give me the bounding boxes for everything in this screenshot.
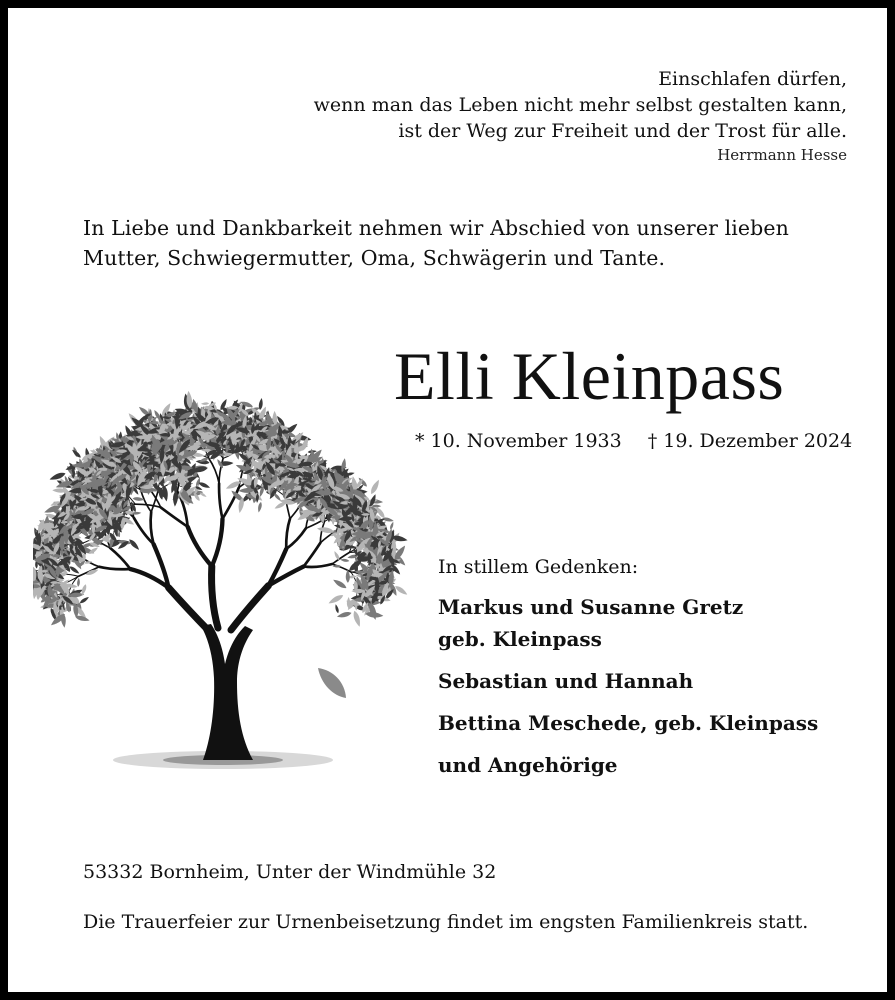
- mourners-lead: In stillem Gedenken:: [438, 556, 639, 578]
- tree-branch: [219, 484, 222, 519]
- tree-branch: [151, 512, 154, 544]
- quote-line: wenn man das Leben nicht mehr selbst gestalten kann,: [313, 94, 847, 116]
- tree-branch: [286, 519, 290, 549]
- tree-leaf: [352, 610, 362, 628]
- mourner-name: Sebastian und Hannah: [438, 669, 694, 693]
- tree-leaf: [336, 611, 352, 619]
- family-address: 53332 Bornheim, Unter der Windmühle 32: [83, 861, 497, 883]
- quote-author: Herrmann Hesse: [717, 146, 847, 164]
- tree-leaf: [201, 402, 209, 405]
- tree-branch: [304, 543, 321, 567]
- tree-branch: [231, 586, 268, 630]
- deceased-name: Elli Kleinpass: [394, 338, 785, 414]
- tree-trunk: [201, 624, 253, 760]
- intro-line: Mutter, Schwiegermutter, Oma, Schwägerin und Tante.: [83, 246, 666, 270]
- tree-branch: [223, 488, 239, 519]
- tree-leaf: [332, 578, 348, 590]
- intro-text: [83, 213, 843, 273]
- mourner-entry: [438, 591, 858, 655]
- quote-line: ist der Weg zur Freiheit und der Trost für alle.: [398, 120, 847, 142]
- tree-leaf: [257, 502, 263, 513]
- tree-branch: [304, 564, 333, 567]
- tree-branch: [212, 566, 218, 628]
- tree-branch: [332, 553, 349, 565]
- tree-leaf: [334, 604, 339, 614]
- mourner-entry: [438, 749, 858, 781]
- tree-leaf: [340, 558, 349, 562]
- mourners-list: [438, 553, 858, 791]
- tree-branch: [286, 528, 306, 549]
- birth-date: * 10. November 1933: [415, 430, 622, 452]
- tree-illustration: [33, 378, 413, 778]
- tree-leaf: [327, 593, 344, 606]
- tree-branch: [141, 490, 152, 512]
- quote-line: Einschlafen dürfen,: [658, 68, 847, 90]
- tree-leaf: [389, 521, 394, 530]
- intro-line: In Liebe und Dankbarkeit nehmen wir Abschied von unserer lieben: [83, 216, 789, 240]
- tree-leaf: [77, 578, 80, 587]
- tree-branch: [110, 548, 130, 569]
- mourner-entry: [438, 707, 858, 739]
- tree-branch: [169, 588, 209, 630]
- tree-leaf: [71, 448, 82, 458]
- funeral-notice: Die Trauerfeier zur Urnenbeisetzung findet im engsten Familienkreis statt.: [83, 911, 809, 933]
- mourner-name: Markus und Susanne Gretz: [438, 595, 744, 619]
- tree-branch: [99, 567, 130, 569]
- tree-leaf: [49, 471, 67, 482]
- tree-branch: [209, 458, 220, 484]
- mourner-maiden-name: geb. Kleinpass: [438, 627, 602, 651]
- hesse-quote: [314, 66, 847, 166]
- tree-branch: [188, 527, 212, 567]
- mourner-name: und Angehörige: [438, 753, 618, 777]
- mourner-name: Bettina Meschede, geb. Kleinpass: [438, 711, 819, 735]
- tree-branch: [212, 519, 223, 567]
- life-dates: [415, 427, 852, 455]
- tree-leaf: [79, 596, 90, 605]
- tree-leaf: [128, 538, 141, 551]
- falling-leaf-icon: [318, 668, 346, 698]
- mourner-entry: [438, 665, 858, 697]
- tree-leaf: [369, 479, 381, 496]
- death-date: † 19. Dezember 2024: [647, 430, 853, 452]
